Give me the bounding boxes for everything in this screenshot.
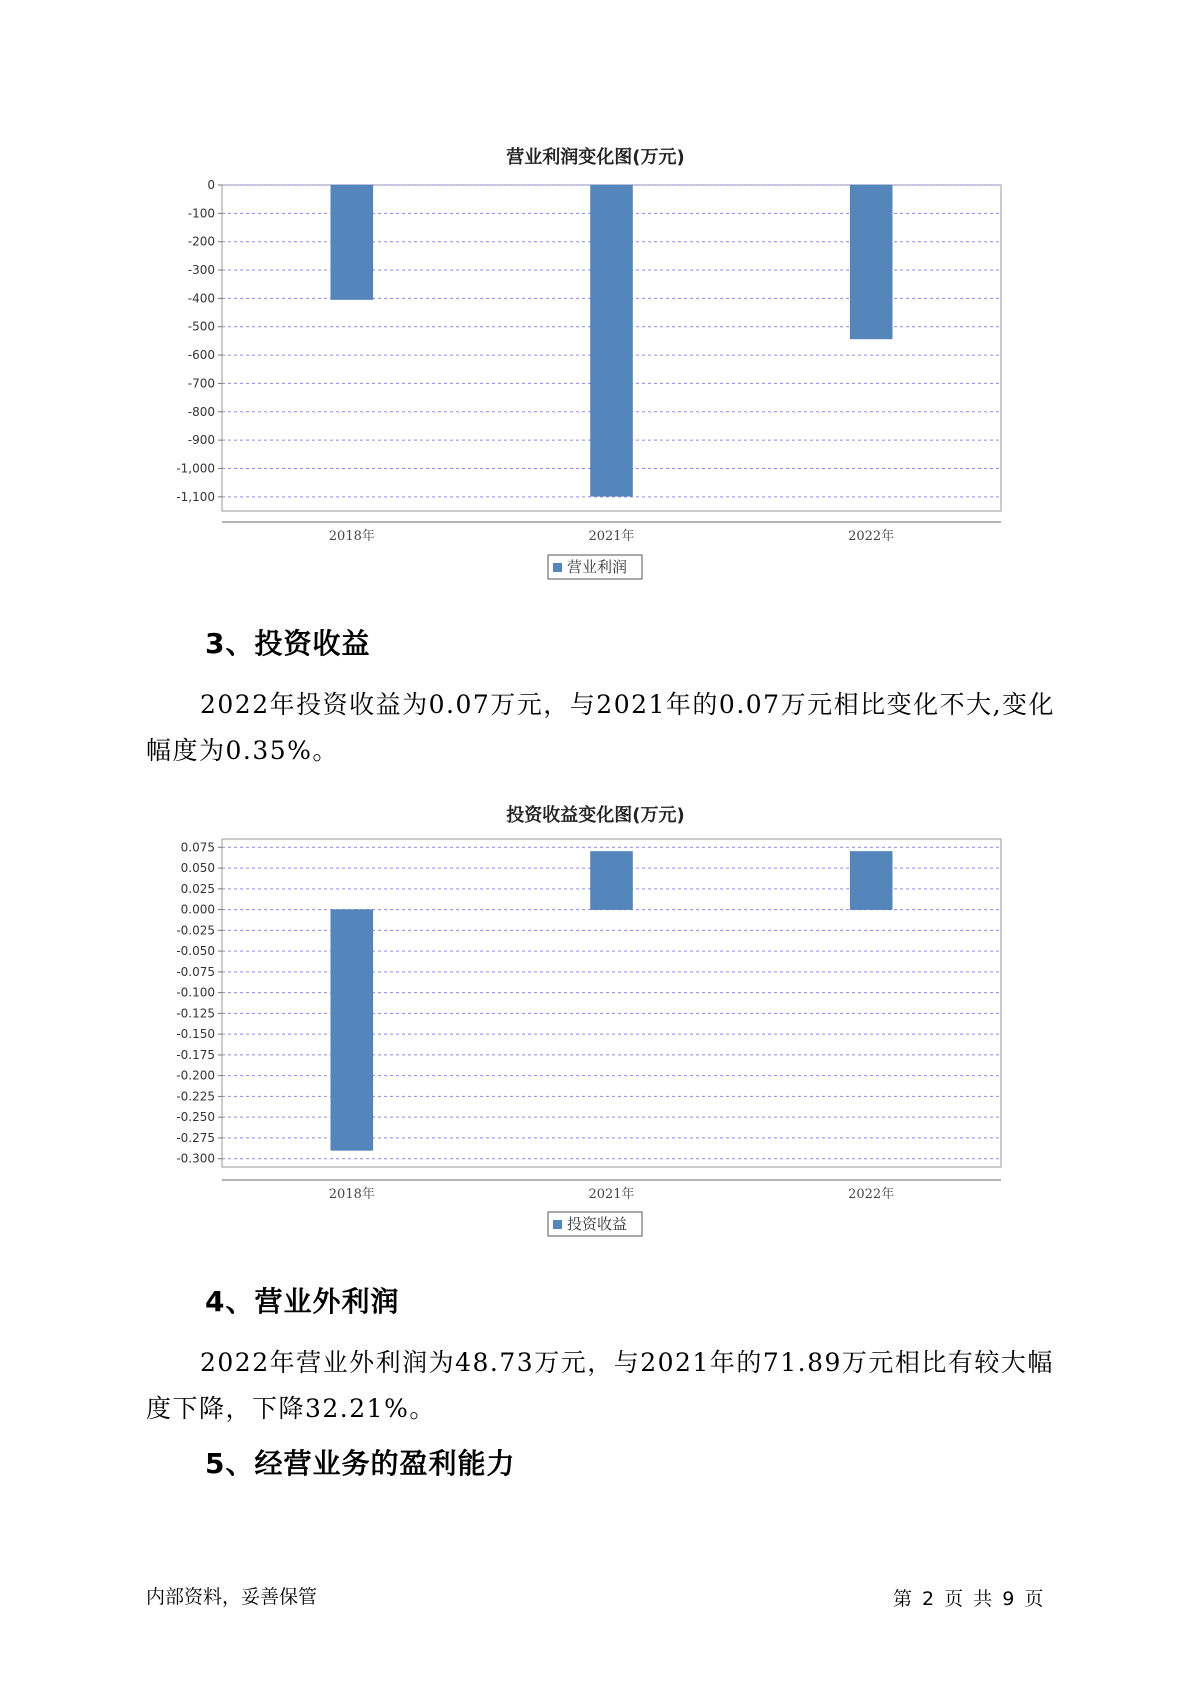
legend-label: 投资收益 <box>567 1215 628 1233</box>
y-tick-label: -500 <box>187 319 215 334</box>
legend-swatch <box>553 1220 562 1229</box>
y-tick-label: -100 <box>187 206 215 221</box>
profitability-heading: 5、经营业务的盈利能力 <box>205 1447 516 1480</box>
nonop-heading: 4、营业外利润 <box>205 1285 400 1318</box>
y-tick-label: -0.075 <box>176 964 215 979</box>
y-tick-label: -0.025 <box>176 923 215 938</box>
bar <box>850 851 892 909</box>
bar <box>591 851 633 909</box>
legend-label: 营业利润 <box>567 558 628 576</box>
y-tick-label: -300 <box>187 263 215 278</box>
investment-text: 2022年投资收益为0.07万元，与2021年的0.07万元相比变化不大,变化幅度为0.35%。 <box>146 690 1056 765</box>
y-tick-label: -0.125 <box>176 1006 215 1021</box>
y-tick-label: -900 <box>187 433 215 448</box>
y-tick-label: 0.025 <box>180 881 215 896</box>
y-tick-label: 0.050 <box>180 861 215 876</box>
y-tick-label: -1,100 <box>176 489 215 504</box>
operating-profit-chart <box>0 170 1191 590</box>
x-tick-label: 2021年 <box>588 1187 635 1202</box>
x-tick-label: 2018年 <box>328 529 375 544</box>
bar <box>331 910 373 1151</box>
x-tick-label: 2022年 <box>848 1187 895 1202</box>
chart-title-investment-income: 投资收益变化图(万元) <box>506 805 685 826</box>
y-tick-label: -800 <box>187 404 215 419</box>
y-tick-label: -0.275 <box>176 1130 215 1145</box>
y-tick-label: -0.200 <box>176 1068 215 1083</box>
legend-swatch <box>553 563 562 572</box>
x-tick-label: 2021年 <box>588 529 635 544</box>
footer-confidential: 内部资料，妥善保管 <box>146 1586 318 1608</box>
bar <box>591 185 633 496</box>
footer-page-number: 第 2 页 共 9 页 <box>893 1588 1046 1610</box>
y-tick-label: -200 <box>187 234 215 249</box>
y-tick-label: 0.000 <box>180 902 215 917</box>
x-tick-label: 2018年 <box>328 1187 375 1202</box>
y-tick-label: -0.250 <box>176 1110 215 1125</box>
bar <box>331 185 373 300</box>
nonop-text: 2022年营业外利润为48.73万元，与2021年的71.89万元相比有较大幅度下降，下降32.21%。 <box>146 1348 1054 1423</box>
y-tick-label: 0.075 <box>180 840 215 855</box>
investment-heading: 3、投资收益 <box>205 627 371 660</box>
x-tick-label: 2022年 <box>848 529 895 544</box>
y-tick-label: -400 <box>187 291 215 306</box>
y-tick-label: -0.225 <box>176 1089 215 1104</box>
y-tick-label: -600 <box>187 348 215 363</box>
y-tick-label: -0.300 <box>176 1151 215 1166</box>
y-tick-label: -1,000 <box>176 461 215 476</box>
y-tick-label: 0 <box>207 178 215 192</box>
y-tick-label: -0.050 <box>176 944 215 959</box>
y-tick-label: -0.175 <box>176 1047 215 1062</box>
y-tick-label: -700 <box>187 376 215 391</box>
y-tick-label: -0.100 <box>176 985 215 1000</box>
y-tick-label: -0.150 <box>176 1027 215 1042</box>
bar <box>850 185 892 339</box>
investment-income-chart <box>0 828 1191 1248</box>
chart-title-operating-profit: 营业利润变化图(万元) <box>506 147 685 168</box>
